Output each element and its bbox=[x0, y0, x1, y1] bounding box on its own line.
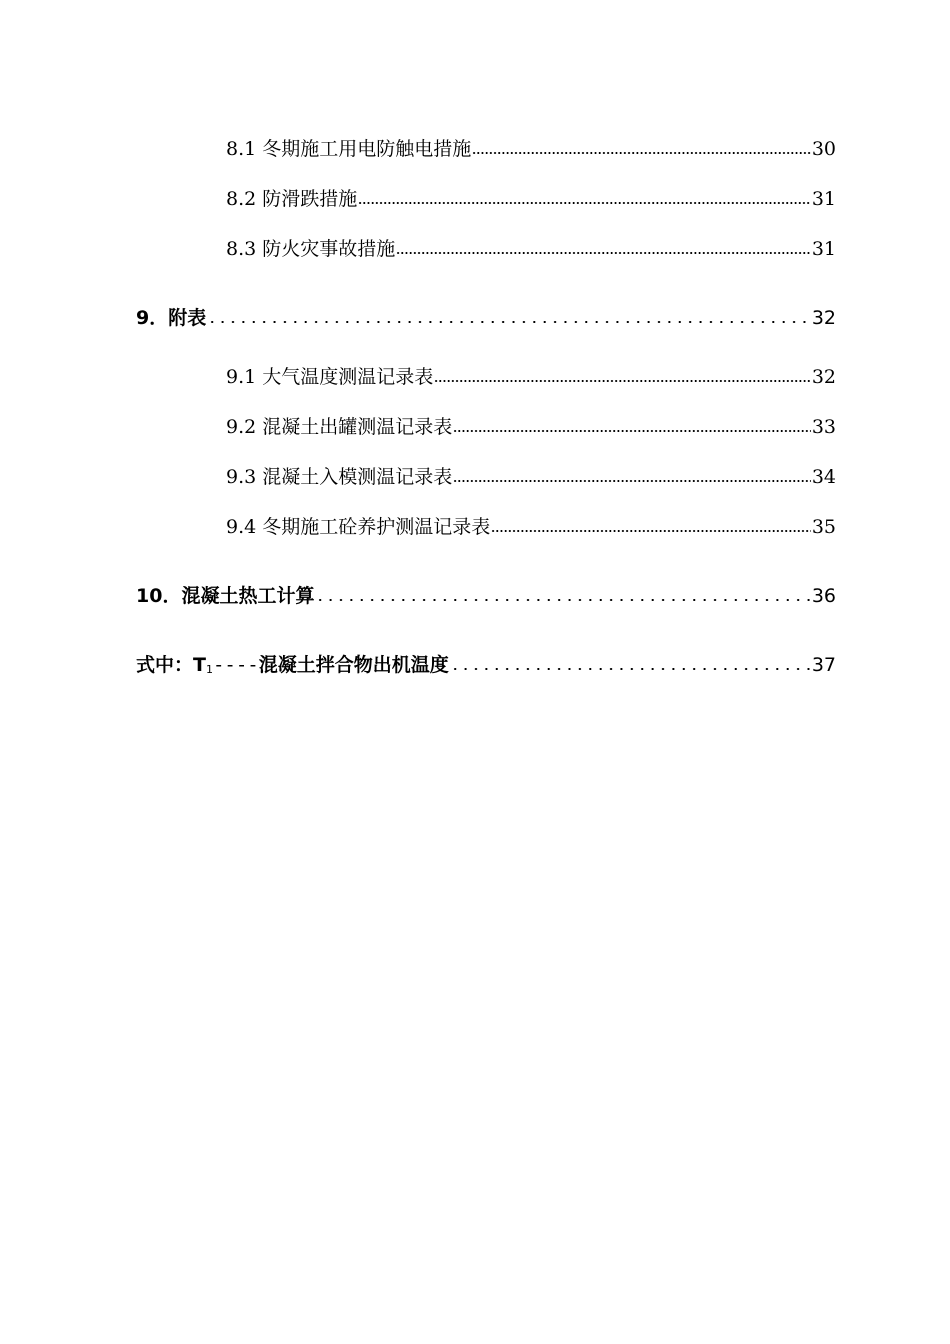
toc-entry-page: 31 bbox=[811, 238, 836, 260]
toc-entry-page: 35 bbox=[811, 516, 836, 538]
toc-entry-title: 9.1 大气温度测温记录表 bbox=[226, 366, 434, 388]
toc-entry-title: 9．附表 bbox=[136, 307, 207, 329]
toc-entry-8-1[interactable] bbox=[226, 140, 836, 159]
toc-entry-formula[interactable] bbox=[136, 656, 836, 675]
dot-leader bbox=[453, 479, 811, 483]
toc-entry-9[interactable] bbox=[136, 309, 836, 328]
toc-entry-8-2[interactable] bbox=[226, 190, 836, 209]
toc-entry-title: 8.3 防火灾事故措施 bbox=[226, 238, 396, 260]
toc-entry-10[interactable] bbox=[136, 587, 836, 606]
toc-entry-page: 31 bbox=[811, 188, 836, 210]
toc-entry-page: 34 bbox=[811, 466, 836, 488]
toc-entry-9-1[interactable] bbox=[226, 368, 836, 387]
dot-leader bbox=[450, 667, 811, 671]
formula-subscript: 1 bbox=[205, 663, 213, 676]
dot-leader bbox=[434, 379, 811, 383]
toc-entry-page: 32 bbox=[811, 366, 836, 388]
toc-entry-page: 33 bbox=[811, 416, 836, 438]
toc-entry-title: 9.3 混凝土入模测温记录表 bbox=[226, 466, 453, 488]
toc-entry-page: 32 bbox=[811, 307, 836, 329]
toc-entry-title: 10．混凝土热工计算 bbox=[136, 585, 315, 607]
formula-suffix: 混凝土拌合物出机温度 bbox=[258, 654, 449, 676]
toc-entry-title: 9.2 混凝土出罐测温记录表 bbox=[226, 416, 453, 438]
dot-leader bbox=[453, 429, 811, 433]
toc-entry-title: 8.1 冬期施工用电防触电措施 bbox=[226, 138, 472, 160]
toc-entry-page: 37 bbox=[811, 654, 836, 676]
formula-prefix: 式中：T bbox=[136, 654, 206, 676]
toc-entry-title: 9.4 冬期施工砼养护测温记录表 bbox=[226, 516, 491, 538]
dot-leader bbox=[315, 598, 810, 602]
dot-leader bbox=[207, 320, 811, 324]
toc-entry-9-3[interactable] bbox=[226, 468, 836, 487]
dot-leader bbox=[358, 201, 811, 205]
toc-entry-page: 30 bbox=[811, 138, 836, 160]
toc-entry-title: 8.2 防滑跌措施 bbox=[226, 188, 358, 210]
toc-entry-9-2[interactable] bbox=[226, 418, 836, 437]
dot-leader bbox=[472, 151, 811, 155]
dot-leader bbox=[396, 251, 811, 255]
toc-entry-8-3[interactable] bbox=[226, 240, 836, 259]
toc-entry-9-4[interactable] bbox=[226, 518, 836, 537]
dot-leader bbox=[491, 529, 811, 533]
toc-entry-page: 36 bbox=[811, 585, 836, 607]
formula-dashes: ---- bbox=[212, 654, 259, 676]
toc-entry-title bbox=[136, 656, 449, 675]
